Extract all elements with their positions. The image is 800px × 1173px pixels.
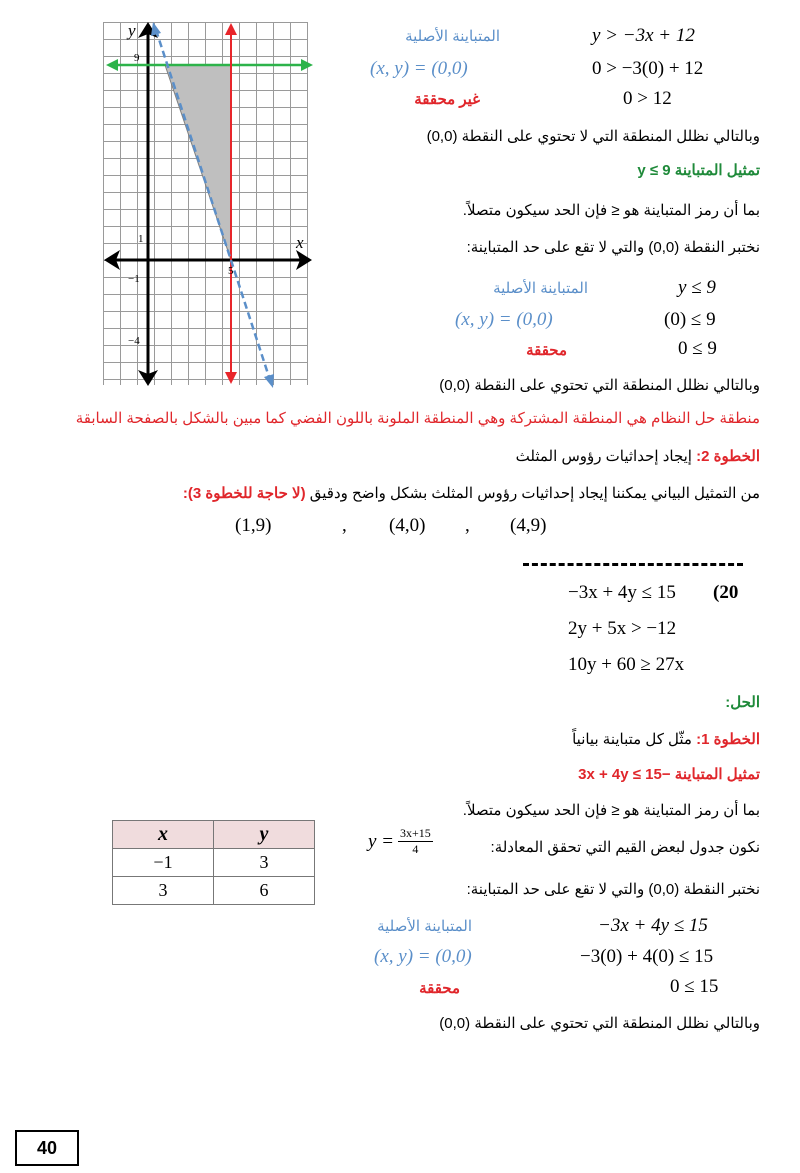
- table-header-x: x: [113, 821, 214, 849]
- equation-numerator: 3x+15: [400, 826, 431, 840]
- solution-step1-label: الخطوة 1:: [696, 731, 760, 748]
- tick-neg4: −4: [128, 335, 140, 347]
- vertex-2: (4,0): [389, 515, 426, 536]
- vertex-1: (1,9): [235, 515, 272, 536]
- b1-result: 0 > 12: [623, 88, 672, 109]
- tick-5: 5: [228, 265, 234, 277]
- solution-label-original: المتباينة الأصلية: [377, 918, 472, 935]
- table-cell: 6: [214, 877, 315, 905]
- table-header-row: [113, 821, 315, 849]
- problem-ineq-3: 10y + 60 ≥ 27x: [568, 654, 685, 675]
- b2-substitution: (0) ≤ 9: [664, 309, 716, 330]
- solution-inequality: −3x + 4y ≤ 15: [598, 915, 708, 936]
- b1-substitution: 0 > −3(0) + 12: [592, 58, 704, 79]
- b2-point: (x, y) = (0,0): [455, 309, 553, 330]
- step2-line: [516, 447, 760, 465]
- solution-step1-text: مثّل كل متباينة بيانياً: [572, 731, 697, 748]
- system-region-note: منطقة حل النظام هي المنطقة المشتركة وهي المنطقة الملونة باللون الفضي كما مبين بالشكل بالصفحة السابقة: [75, 410, 760, 427]
- solution-substitution: −3(0) + 4(0) ≤ 15: [580, 946, 714, 967]
- b2-label-original: المتباينة الأصلية: [493, 280, 588, 297]
- step2-desc: من التمثيل البياني يمكننا إيجاد إحداثيات رؤوس المثلث بشكل واضح ودقيق: [305, 485, 760, 502]
- problem-ineq-2: 2y + 5x > −12: [568, 618, 677, 639]
- vertex-separator-2: ,: [465, 515, 470, 536]
- b2-true: محققة: [526, 342, 567, 359]
- table-cell: 3: [214, 849, 315, 877]
- solution-equation: [368, 826, 433, 857]
- b1-not-true: غير محققة: [414, 91, 480, 108]
- step2-note: (لا حاجة للخطوة 3):: [182, 485, 306, 502]
- b2-result: 0 ≤ 9: [678, 338, 717, 359]
- problem-ineq-1: −3x + 4y ≤ 15: [568, 582, 676, 603]
- table-cell: −1: [113, 849, 214, 877]
- x-axis-label: x: [296, 233, 304, 252]
- vertex-3: (4,9): [510, 515, 547, 536]
- table-header-y: y: [214, 821, 315, 849]
- equation-lhs: y =: [368, 830, 395, 852]
- solution-heading: تمثيل المتباينة −3x + 4y ≤ 15: [578, 766, 760, 783]
- b2-test: نختبر النقطة (0,0) والتي لا تقع على حد المتباينة:: [466, 239, 760, 256]
- b2-heading: تمثيل المتباينة 9 ≥ y: [637, 162, 760, 179]
- vertex-separator-1: ,: [342, 515, 347, 536]
- step2-text: إيجاد إحداثيات رؤوس المثلث: [515, 448, 697, 465]
- step2-desc-line: [183, 484, 760, 502]
- b2-inequality: y ≤ 9: [678, 277, 716, 298]
- solution-conclusion: وبالتالي نظلل المنطقة التي تحتوي على النقطة (0,0): [439, 1015, 760, 1032]
- b1-inequality: y > −3x + 12: [592, 25, 695, 46]
- solution-result: 0 ≤ 15: [670, 976, 719, 997]
- solution-boundary: بما أن رمز المتباينة هو ≤ فإن الحد سيكون متصلاً.: [462, 802, 760, 819]
- y-axis-label: y: [128, 21, 136, 40]
- table-cell: 3: [113, 877, 214, 905]
- solution-point: (x, y) = (0,0): [374, 946, 472, 967]
- b1-point: (x, y) = (0,0): [370, 58, 468, 79]
- page-number: 40: [15, 1130, 79, 1166]
- solution-step1-line: [572, 730, 760, 748]
- equation-denominator: 4: [412, 842, 419, 856]
- separator-rule: [523, 563, 743, 566]
- inequality-graph: [100, 20, 325, 390]
- solution-label: الحل:: [725, 694, 760, 711]
- table-row: [113, 849, 315, 877]
- b2-conclusion: وبالتالي نظلل المنطقة التي تحتوي على النقطة (0,0): [439, 377, 760, 394]
- solution-true: محققة: [419, 980, 460, 997]
- solution-test: نختبر النقطة (0,0) والتي لا تقع على حد المتباينة:: [466, 881, 760, 898]
- tick-9: 9: [134, 52, 140, 64]
- tick-neg1: −1: [128, 273, 140, 285]
- step2-label: الخطوة 2:: [696, 448, 760, 465]
- values-table: [112, 820, 315, 905]
- solution-table-text: نكون جدول لبعض القيم التي تحقق المعادلة:: [490, 839, 760, 856]
- b1-label-original: المتباينة الأصلية: [405, 28, 500, 45]
- table-row: [113, 877, 315, 905]
- tick-1: 1: [138, 233, 144, 245]
- b1-conclusion: وبالتالي نظلل المنطقة التي لا تحتوي على النقطة (0,0): [426, 128, 760, 145]
- b2-boundary: بما أن رمز المتباينة هو ≤ فإن الحد سيكون متصلاً.: [462, 202, 760, 219]
- problem-number: (20: [713, 582, 739, 603]
